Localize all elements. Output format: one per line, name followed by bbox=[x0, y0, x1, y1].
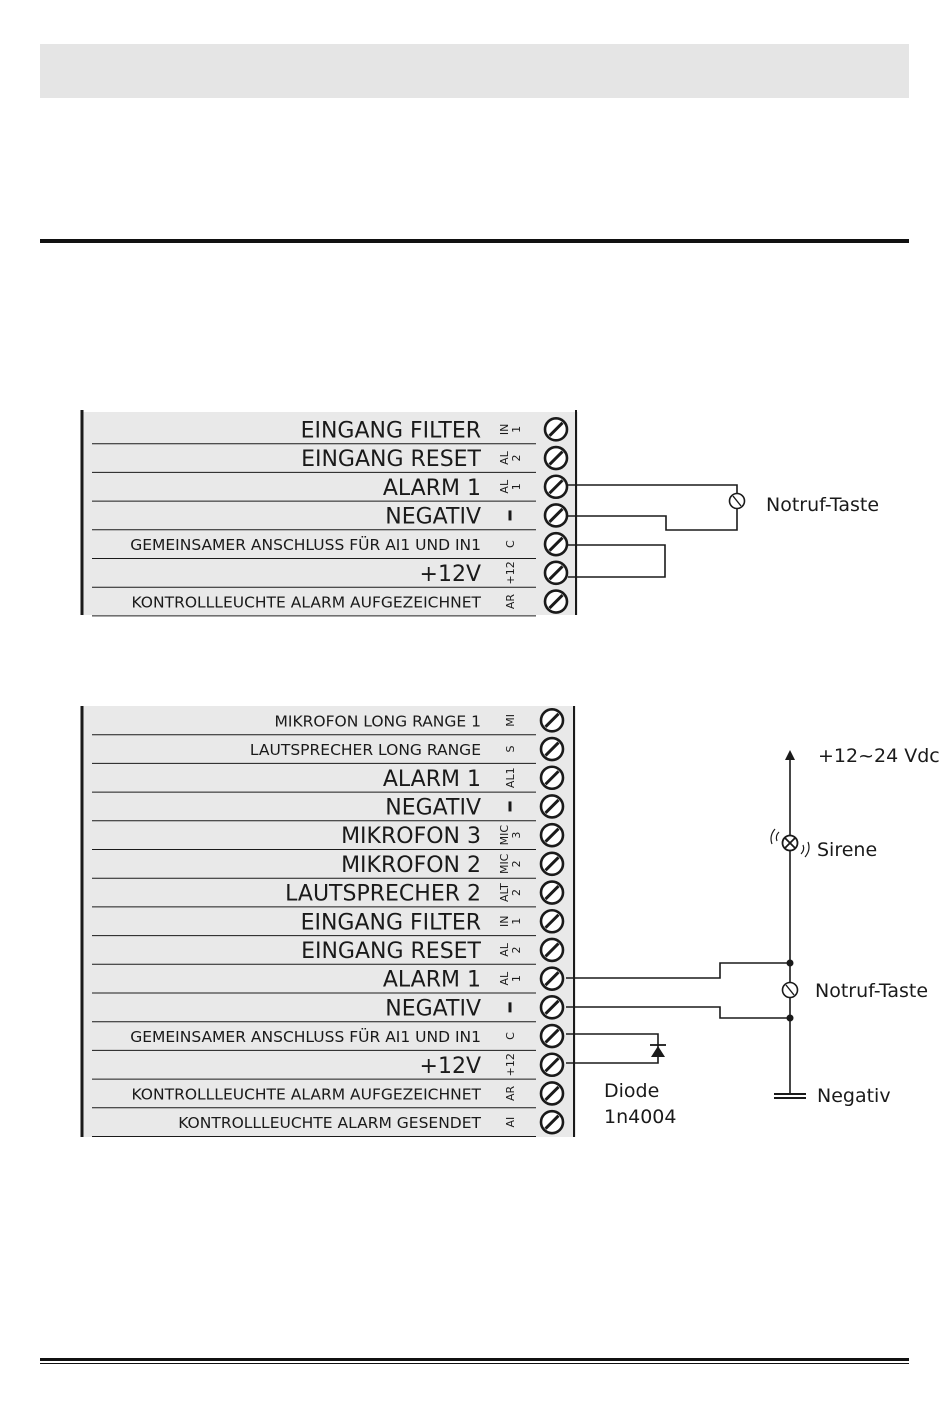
terminal-code-text: 1 bbox=[510, 483, 523, 491]
terminal-code bbox=[504, 714, 517, 727]
terminal-code-text: 2 bbox=[510, 454, 523, 462]
terminal-code bbox=[504, 1032, 517, 1040]
terminal-code bbox=[504, 561, 517, 584]
screw-terminal-icon bbox=[545, 418, 567, 440]
screw-terminal-icon bbox=[545, 447, 567, 469]
terminal-label: +12V bbox=[419, 561, 481, 587]
terminal-code-text: +12 bbox=[504, 561, 517, 585]
wiring-bottom bbox=[566, 760, 806, 1098]
terminal-code-text: AL bbox=[498, 451, 511, 465]
terminal-code-text: 1 bbox=[510, 917, 523, 925]
screw-terminal-icon bbox=[541, 824, 563, 846]
terminal-code-text: AL bbox=[498, 479, 511, 494]
terminal-code-text: AL bbox=[498, 971, 511, 986]
terminal-label: ALARM 1 bbox=[382, 766, 481, 792]
terminal-label: NEGATIV bbox=[385, 795, 481, 821]
terminal-label: EINGANG RESET bbox=[301, 938, 481, 964]
terminal-label: LAUTSPRECHER 2 bbox=[285, 881, 481, 907]
screw-terminal-icon bbox=[541, 1025, 563, 1047]
diode-type-label: 1n4004 bbox=[604, 1106, 677, 1128]
terminal-label: MIKROFON LONG RANGE 1 bbox=[274, 712, 481, 731]
supply-label: +12~24 Vdc bbox=[818, 745, 940, 767]
terminal-code bbox=[504, 746, 517, 753]
terminal-label: MIKROFON 2 bbox=[341, 852, 481, 878]
terminal-code bbox=[504, 594, 517, 610]
terminal-code-text: - bbox=[504, 513, 517, 518]
screw-terminal-icon bbox=[541, 996, 563, 1018]
terminal-code-text: 2 bbox=[510, 946, 523, 954]
screw-terminal-icon bbox=[545, 533, 567, 555]
terminal-label: EINGANG RESET bbox=[301, 447, 481, 473]
terminal-code-text: AR bbox=[504, 593, 517, 610]
terminal-code-text: AI bbox=[504, 1116, 517, 1128]
screw-terminal-icon bbox=[541, 882, 563, 904]
screw-terminal-icon bbox=[541, 853, 563, 875]
terminal-code-text: 3 bbox=[510, 831, 523, 839]
screw-terminal-icon bbox=[545, 504, 567, 526]
screw-terminal-icon bbox=[541, 1082, 563, 1104]
terminal-code-text: IN bbox=[498, 423, 511, 436]
screw-terminal-icon bbox=[541, 968, 563, 990]
arrow-up-icon bbox=[785, 750, 795, 760]
terminal-code-text: AL bbox=[498, 943, 511, 957]
terminal-label: EINGANG FILTER bbox=[300, 910, 481, 936]
terminal-label: MIKROFON 3 bbox=[341, 824, 481, 850]
screw-terminal-icon bbox=[541, 910, 563, 932]
screw-terminal-icon bbox=[541, 709, 563, 731]
terminal-code-text: AR bbox=[504, 1085, 517, 1102]
terminal-code-text: +12 bbox=[504, 1053, 517, 1077]
negative-label: Negativ bbox=[817, 1085, 891, 1107]
terminal-code bbox=[504, 767, 517, 788]
terminal-label: EINGANG FILTER bbox=[300, 418, 481, 444]
screw-terminal-icon bbox=[541, 767, 563, 789]
screw-terminal-icon bbox=[541, 939, 563, 961]
screw-terminal-icon bbox=[541, 1111, 563, 1133]
siren-label: Sirene bbox=[817, 839, 878, 861]
terminal-code-text: 2 bbox=[510, 889, 523, 897]
screw-terminal-icon bbox=[545, 562, 567, 584]
terminal-code bbox=[504, 540, 517, 548]
terminal-code-text: AL1 bbox=[504, 767, 517, 789]
terminal-code bbox=[504, 1053, 517, 1076]
terminal-block-bottom bbox=[82, 706, 576, 1137]
terminal-code-text: - bbox=[504, 804, 517, 809]
screw-terminal-icon bbox=[545, 476, 567, 498]
push-button-icon bbox=[783, 983, 798, 998]
terminal-label: NEGATIV bbox=[385, 996, 481, 1022]
screw-terminal-icon bbox=[545, 591, 567, 613]
terminal-code-text: - bbox=[504, 1005, 517, 1010]
terminal-code-text: IN bbox=[498, 915, 511, 927]
terminal-code-text: MI bbox=[504, 713, 517, 727]
terminal-label: ALARM 1 bbox=[382, 967, 481, 993]
terminal-label: NEGATIV bbox=[385, 504, 481, 530]
terminal-label: KONTROLLLEUCHTE ALARM GESENDET bbox=[178, 1114, 481, 1133]
terminal-label: GEMEINSAMER ANSCHLUSS FÜR AI1 UND IN1 bbox=[130, 536, 481, 555]
terminal-code-text: S bbox=[504, 745, 517, 753]
terminal-code-text: MIC bbox=[498, 824, 511, 846]
terminal-code bbox=[504, 1117, 517, 1128]
terminal-label: KONTROLLLEUCHTE ALARM AUFGEZEICHNET bbox=[131, 593, 481, 612]
screw-terminal-icon bbox=[541, 738, 563, 760]
junction-dot bbox=[787, 1015, 794, 1022]
screw-terminal-icon bbox=[541, 1054, 563, 1076]
terminal-code bbox=[504, 1086, 517, 1102]
terminal-block-top bbox=[82, 410, 578, 616]
terminal-label: +12V bbox=[419, 1053, 481, 1079]
terminal-code-text: 1 bbox=[510, 975, 523, 983]
notruf-taste-label-bottom: Notruf-Taste bbox=[815, 980, 929, 1002]
diode-icon bbox=[650, 1045, 666, 1057]
wiring-top bbox=[568, 485, 737, 577]
terminal-code-text: C bbox=[504, 540, 517, 548]
notruf-taste-label-top: Notruf-Taste bbox=[766, 494, 880, 516]
terminal-code-text: 2 bbox=[510, 860, 523, 868]
terminal-label: LAUTSPRECHER LONG RANGE bbox=[249, 741, 481, 760]
terminal-code-text: ALT bbox=[498, 883, 511, 902]
diode-label: Diode bbox=[604, 1080, 660, 1102]
terminal-label: GEMEINSAMER ANSCHLUSS FÜR AI1 UND IN1 bbox=[130, 1028, 481, 1047]
push-button-icon bbox=[730, 494, 745, 509]
junction-dot bbox=[787, 960, 794, 967]
terminal-code-text: 1 bbox=[510, 425, 523, 433]
terminal-label: ALARM 1 bbox=[382, 475, 481, 501]
terminal-code-text: C bbox=[504, 1032, 517, 1040]
screw-terminal-icon bbox=[541, 795, 563, 817]
terminal-code-text: MIC bbox=[498, 853, 511, 875]
terminal-label: KONTROLLLEUCHTE ALARM AUFGEZEICHNET bbox=[131, 1085, 481, 1104]
